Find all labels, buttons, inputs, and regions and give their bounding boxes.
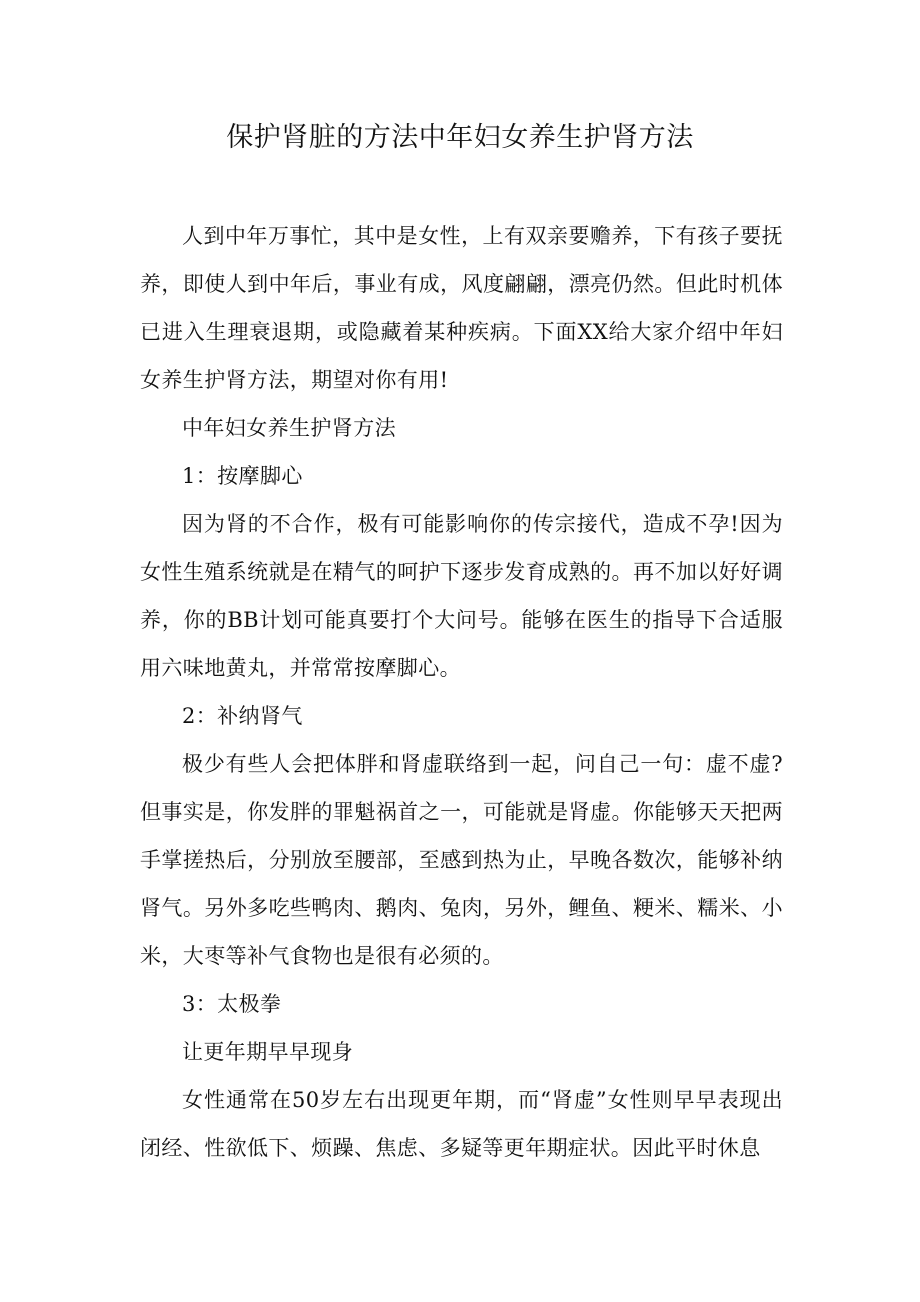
section-heading: 中年妇女养生护肾方法 bbox=[182, 416, 396, 440]
paragraph-menopause: 女性通常在50岁左右出现更年期，而“肾虚”女性则早早表现出闭经、性欲低下、烦躁、焦虑、多疑等更年期症状。因此平时休息 bbox=[140, 1088, 783, 1160]
subheading-menopause: 让更年期早早现身 bbox=[182, 1040, 354, 1064]
document-title: 保护肾脏的方法中年妇女养生护肾方法 bbox=[226, 122, 694, 153]
item-heading-3: 3：太极拳 bbox=[182, 992, 282, 1016]
document-body bbox=[140, 212, 783, 1172]
paragraph-intro: 人到中年万事忙，其中是女性，上有双亲要赡养，下有孩子要抚养，即使人到中年后，事业有成，风度翩翩，漂亮仍然。但此时机体已进入生理衰退期，或隐藏着某种疾病。下面XX给大家介绍中年妇女养生护肾方法，期望对你有用! bbox=[140, 224, 783, 392]
paragraph-item-2: 极少有些人会把体胖和肾虚联络到一起，问自己一句：虚不虚?但事实是，你发胖的罪魁祸首之一，可能就是肾虚。你能够天天把两手掌搓热后，分别放至腰部，至感到热为止，早晚各数次，能够补纳肾气。另外多吃些鸭肉、鹅肉、兔肉，另外，鲤鱼、粳米、糯米、小米，大枣等补气食物也是很有必须的。 bbox=[140, 752, 783, 968]
item-heading-1: 1：按摩脚心 bbox=[182, 464, 303, 488]
item-heading-2: 2：补纳肾气 bbox=[182, 704, 303, 728]
paragraph-item-1: 因为肾的不合作，极有可能影响你的传宗接代，造成不孕!因为女性生殖系统就是在精气的呵护下逐步发育成熟的。再不加以好好调养，你的BB计划可能真要打个大问号。能够在医生的指导下合适服用六味地黄丸，并常常按摩脚心。 bbox=[140, 512, 783, 680]
